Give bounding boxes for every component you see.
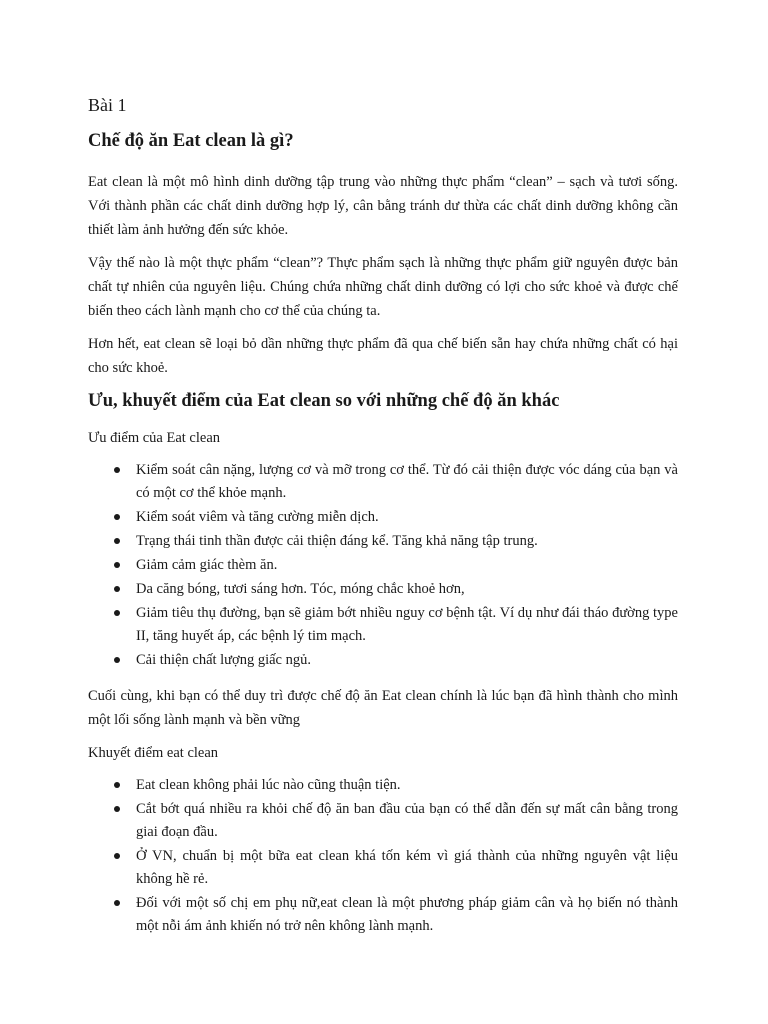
list-item-text: Eat clean không phải lúc nào cũng thuận tiện. (136, 777, 401, 793)
list-item-text: Cắt bớt quá nhiều ra khỏi chế độ ăn ban đầu của bạn có thể dẫn đến sự mất cân bằng trong giai đoạn đầu. (136, 801, 678, 840)
list-item-text: Kiểm soát cân nặng, lượng cơ và mỡ trong cơ thể. Từ đó cải thiện được vóc dáng của bạn và có một cơ thể khỏe mạnh. (136, 462, 678, 501)
bullet-icon (114, 514, 120, 520)
list-item-text: Kiểm soát viêm và tăng cường miễn dịch. (136, 509, 379, 525)
bullet-icon (114, 610, 120, 616)
bullet-icon (114, 900, 120, 906)
list-item-text: Cải thiện chất lượng giấc ngủ. (136, 652, 311, 668)
conclusion-paragraph: Cuối cùng, khi bạn có thể duy trì được chế độ ăn Eat clean chính là lúc bạn đã hình thành cho mình một lối sống lành mạnh và bền vững (88, 688, 678, 728)
document-page (88, 93, 678, 939)
list-item (88, 554, 678, 577)
list-item-text: Giảm tiêu thụ đường, bạn sẽ giảm bớt nhiều nguy cơ bệnh tật. Ví dụ như đái tháo đường type II, tăng huyết áp, các bệnh lý tim mạch. (136, 605, 678, 644)
list-item (88, 798, 678, 844)
bullet-icon (114, 586, 120, 592)
page-title: Chế độ ăn Eat clean là gì? (88, 131, 294, 151)
bullet-icon (114, 806, 120, 812)
list-item-text: Trạng thái tinh thần được cải thiện đáng kể. Tăng khả năng tập trung. (136, 533, 538, 549)
intro-paragraph-2: Vậy thế nào là một thực phẩm “clean”? Thực phẩm sạch là những thực phẩm giữ nguyên được bản chất tự nhiên của nguyên liệu. Chúng chứa những chất dinh dưỡng có lợi cho sức khoẻ và được chế biến theo cách lành mạnh cho cơ thể của chúng ta. (88, 255, 678, 319)
intro-paragraph-3: Hơn hết, eat clean sẽ loại bỏ dần những thực phẩm đã qua chế biến sẵn hay chứa những chất có hại cho sức khoẻ. (88, 336, 678, 376)
bullet-icon (114, 538, 120, 544)
list-item (88, 774, 678, 797)
cons-list (88, 774, 678, 938)
pros-label: Ưu điểm của Eat clean (88, 430, 221, 446)
bullet-icon (114, 467, 120, 473)
section-heading: Ưu, khuyết điểm của Eat clean so với những chế độ ăn khác (88, 391, 560, 411)
list-item (88, 578, 678, 601)
bullet-icon (114, 657, 120, 663)
list-item (88, 602, 678, 648)
bullet-icon (114, 782, 120, 788)
list-item-text: Giảm cảm giác thèm ăn. (136, 557, 278, 573)
list-item (88, 506, 678, 529)
list-item (88, 530, 678, 553)
list-item (88, 459, 678, 505)
list-item-text: Da căng bóng, tươi sáng hơn. Tóc, móng chắc khoẻ hơn, (136, 581, 465, 597)
bullet-icon (114, 562, 120, 568)
list-item (88, 845, 678, 891)
intro-paragraph-1: Eat clean là một mô hình dinh dưỡng tập trung vào những thực phẩm “clean” – sạch và tươi sống. Với thành phần các chất dinh dưỡng hợp lý, cân bằng tránh dư thừa các chất dinh dưỡng không cần thiết làm ảnh hưởng đến sức khỏe. (88, 174, 678, 238)
list-item (88, 649, 678, 672)
list-item-text: Ở VN, chuẩn bị một bữa eat clean khá tốn kém vì giá thành của những nguyên vật liệu không hề rẻ. (136, 848, 678, 887)
bullet-icon (114, 853, 120, 859)
cons-label: Khuyết điểm eat clean (88, 745, 219, 761)
pros-list (88, 459, 678, 672)
list-item-text: Đối với một số chị em phụ nữ,eat clean là một phương pháp giảm cân và họ biến nó thành một nỗi ám ảnh khiến nó trở nên không lành mạnh. (136, 895, 678, 934)
list-item (88, 892, 678, 938)
lesson-label: Bài 1 (88, 95, 127, 115)
